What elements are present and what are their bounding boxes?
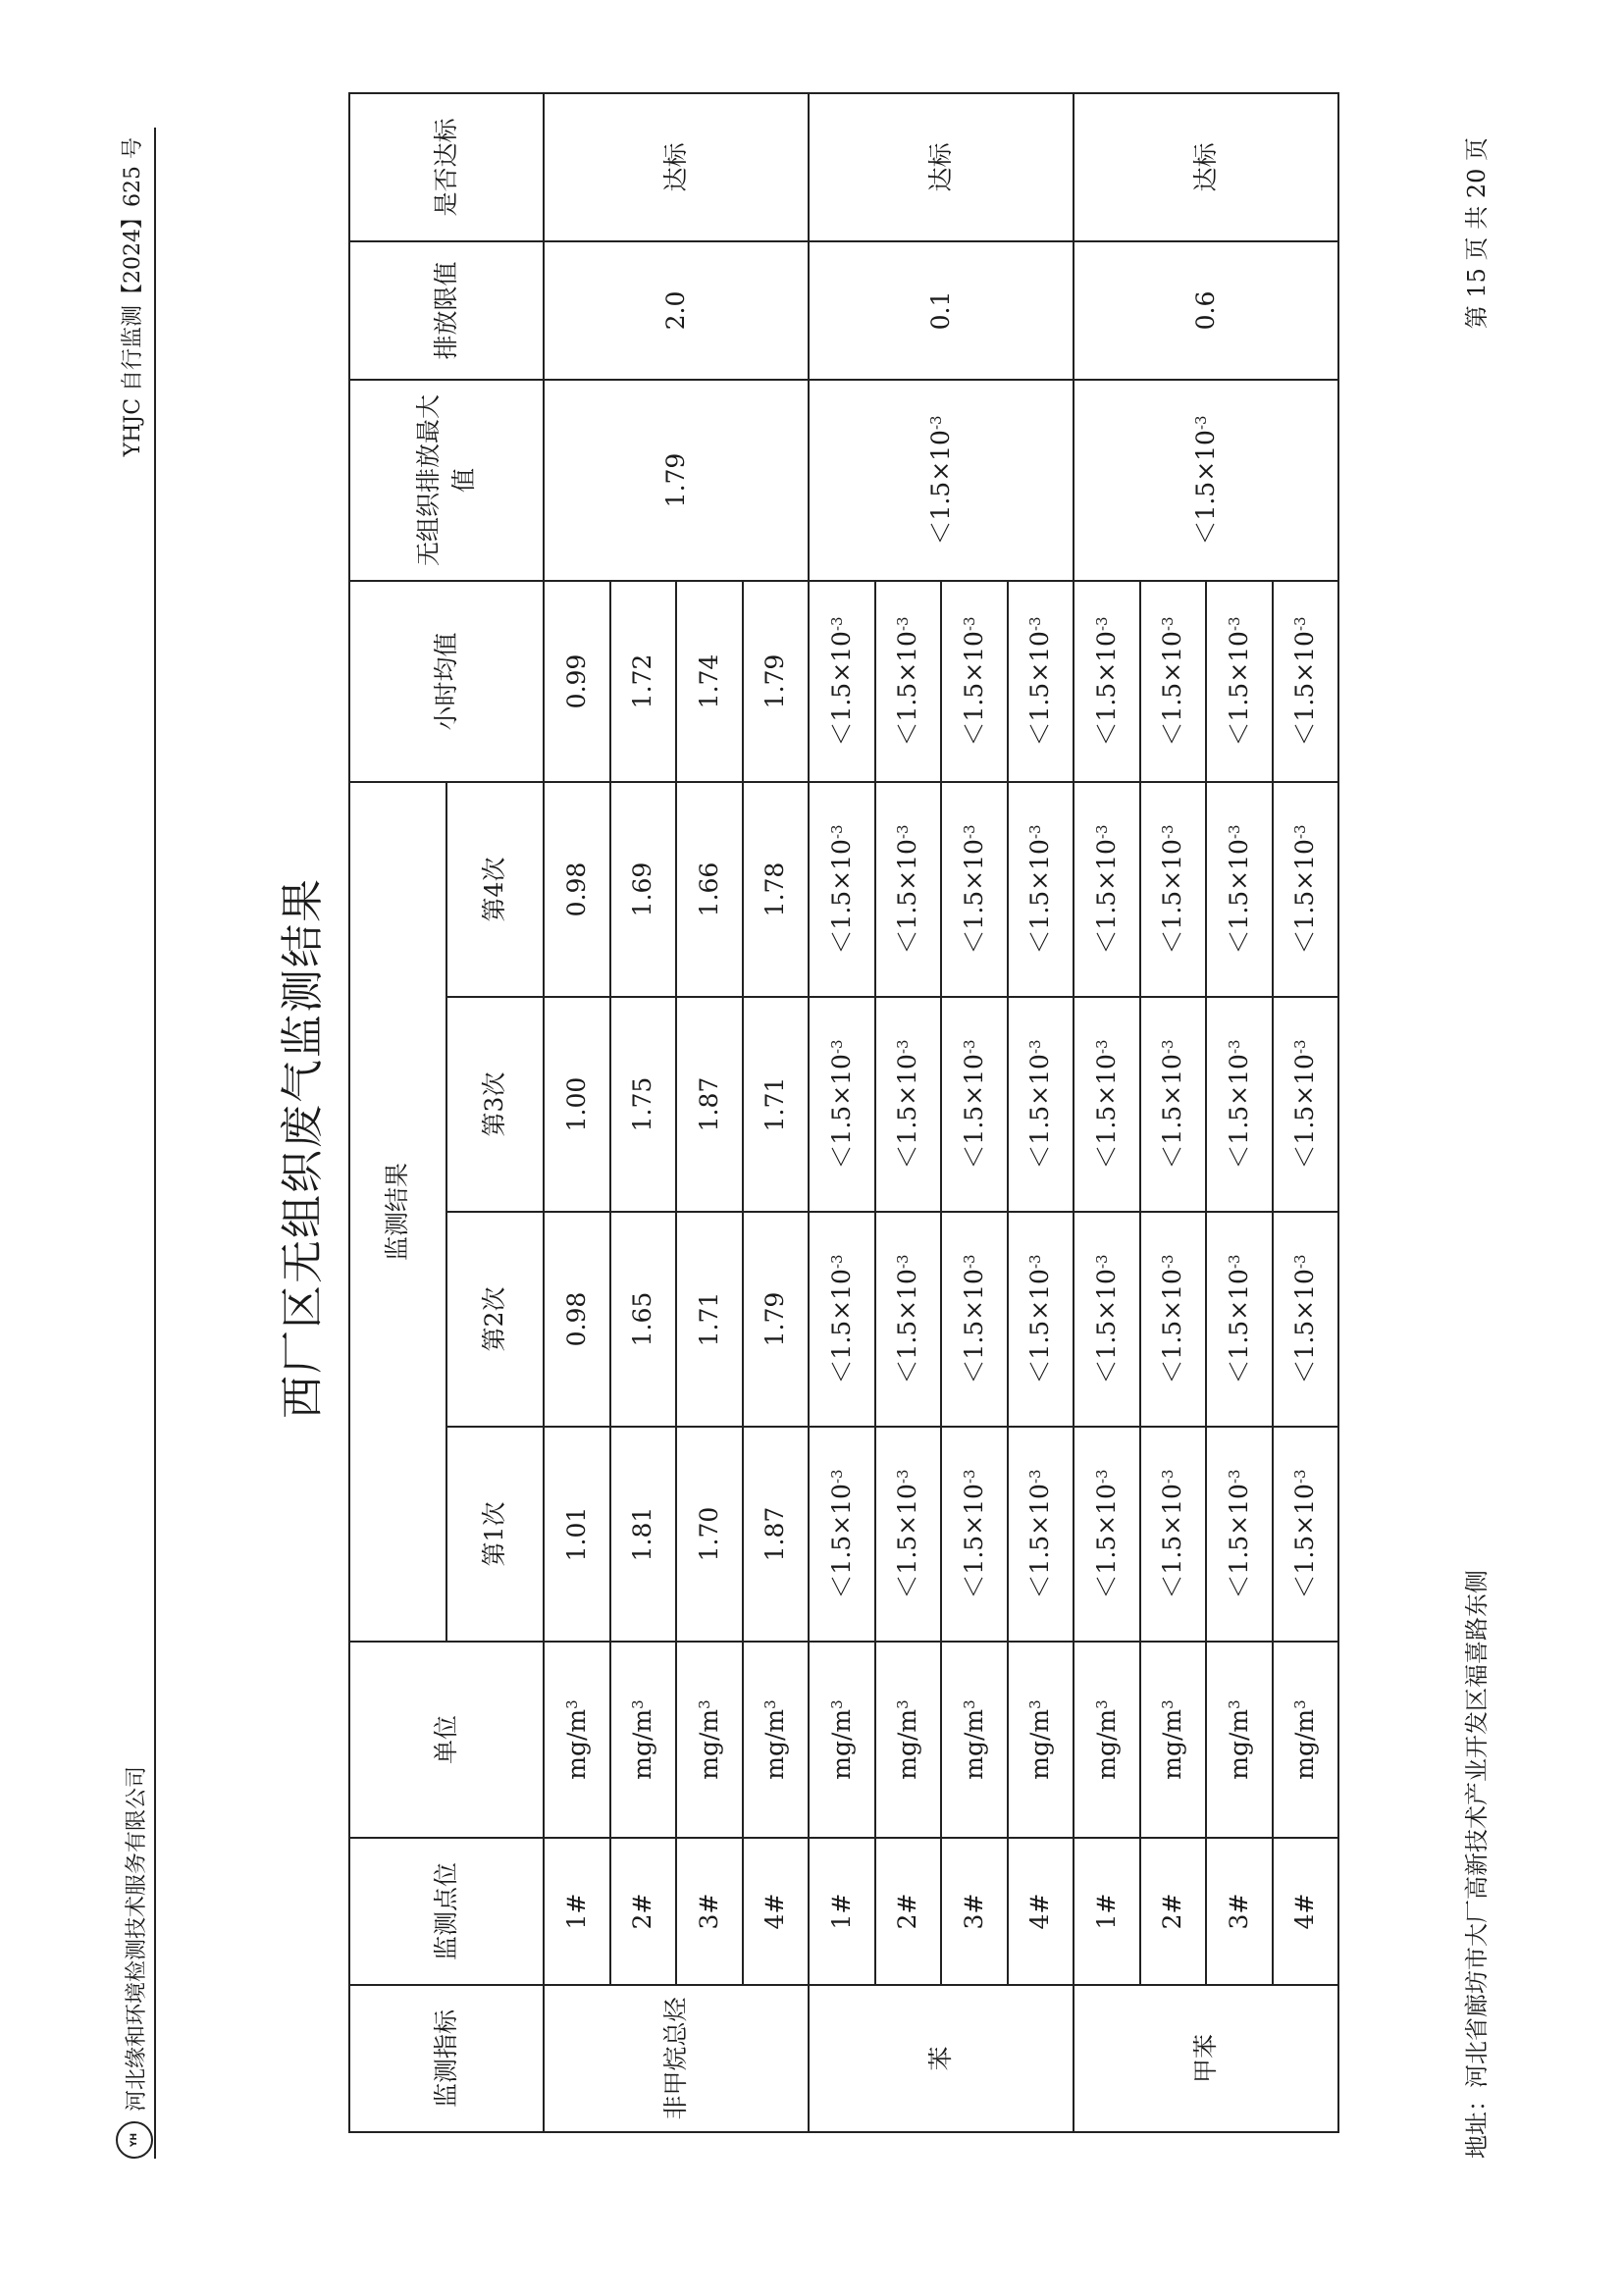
run-cell-3-text: ＜1.5×10 xyxy=(959,1054,988,1170)
point-cell xyxy=(743,1838,810,1985)
run-cell-4-exponent: -3 xyxy=(1225,824,1243,840)
run-cell-2-text: ＜1.5×10 xyxy=(826,1269,856,1384)
indicator-cell-text: 甲苯 xyxy=(1190,2034,1220,2084)
run-cell-3-exponent: -3 xyxy=(1159,1039,1178,1055)
run-cell-4-exponent: -3 xyxy=(1291,824,1310,840)
report-number: YHJC 自行监测【2024】625 号 xyxy=(121,137,145,457)
header-run-2: 第2次 xyxy=(446,1212,544,1427)
run-cell-4-text: 1.66 xyxy=(694,861,723,917)
run-cell-4-text: ＜1.5×10 xyxy=(1158,839,1187,955)
indicator-cell xyxy=(1074,1985,1338,2132)
run-cell-3-exponent: -3 xyxy=(827,1039,846,1055)
run-cell-4-text: ＜1.5×10 xyxy=(893,839,922,955)
max-cell-text: ＜1.5×10 xyxy=(1190,430,1220,546)
header-company xyxy=(116,1766,153,2159)
run-cell-1-text: 1.01 xyxy=(561,1506,591,1562)
hourly-cell xyxy=(941,581,1008,782)
run-cell-3-text: 1.71 xyxy=(760,1076,790,1132)
run-cell-3 xyxy=(610,997,677,1212)
header-limit: 排放限值 xyxy=(349,241,544,380)
run-cell-4-text: ＜1.5×10 xyxy=(1290,839,1320,955)
hourly-cell xyxy=(743,581,810,782)
point-cell xyxy=(1140,1838,1207,1985)
run-cell-3-text: 1.87 xyxy=(694,1076,723,1132)
run-cell-3-exponent: -3 xyxy=(1092,1039,1111,1055)
hourly-cell-text: ＜1.5×10 xyxy=(1025,631,1055,747)
hourly-cell-text: ＜1.5×10 xyxy=(1224,631,1253,747)
run-cell-3-text: ＜1.5×10 xyxy=(1025,1054,1055,1170)
unit-cell-exponent: 3 xyxy=(1159,1699,1178,1709)
max-cell xyxy=(1074,380,1338,581)
unit-cell xyxy=(676,1642,743,1838)
run-cell-3-text: ＜1.5×10 xyxy=(893,1054,922,1170)
run-cell-2 xyxy=(809,1212,875,1427)
run-cell-2 xyxy=(941,1212,1008,1427)
unit-cell-text: mg/m xyxy=(959,1708,988,1780)
run-cell-2-exponent: -3 xyxy=(827,1254,846,1270)
footer-address: 地址：河北省廊坊市大厂高新技术产业开发区福喜路东侧 xyxy=(1463,1570,1491,2159)
hourly-cell xyxy=(809,581,875,782)
point-cell-text: 4# xyxy=(760,1893,790,1930)
run-cell-4-text: ＜1.5×10 xyxy=(959,839,988,955)
limit-cell xyxy=(809,241,1074,380)
table-row xyxy=(544,93,610,2132)
run-cell-4-exponent: -3 xyxy=(894,824,913,840)
header-indicator: 监测指标 xyxy=(349,1985,544,2132)
run-cell-2 xyxy=(1074,1212,1140,1427)
unit-cell xyxy=(610,1642,677,1838)
run-cell-2-text: 0.98 xyxy=(561,1291,591,1347)
run-cell-3-exponent: -3 xyxy=(894,1039,913,1055)
unit-cell-text: mg/m xyxy=(760,1708,790,1780)
run-cell-4 xyxy=(676,782,743,997)
header-results: 监测结果 xyxy=(349,782,446,1642)
limit-cell xyxy=(544,241,809,380)
point-cell-text: 1# xyxy=(1091,1893,1121,1930)
point-cell xyxy=(1008,1838,1074,1985)
point-cell xyxy=(875,1838,942,1985)
header-point: 监测点位 xyxy=(349,1838,544,1985)
ok-cell-text: 达标 xyxy=(925,142,955,192)
max-cell-exponent: -3 xyxy=(1191,415,1210,431)
header-divider xyxy=(154,128,156,2159)
run-cell-4 xyxy=(809,782,875,997)
run-cell-2 xyxy=(1008,1212,1074,1427)
run-cell-2-text: ＜1.5×10 xyxy=(1224,1269,1253,1384)
page-number: 第 15 页 共 20 页 xyxy=(1463,137,1491,330)
point-cell xyxy=(809,1838,875,1985)
hourly-cell xyxy=(875,581,942,782)
unit-cell-text: mg/m xyxy=(1224,1708,1253,1780)
run-cell-1-text: ＜1.5×10 xyxy=(1158,1484,1187,1599)
unit-cell-text: mg/m xyxy=(561,1708,591,1780)
run-cell-3 xyxy=(676,997,743,1212)
limit-cell-text: 2.0 xyxy=(660,290,690,331)
run-cell-1 xyxy=(1140,1427,1207,1642)
hourly-cell xyxy=(1074,581,1140,782)
run-cell-3-exponent: -3 xyxy=(1026,1039,1045,1055)
header-run-3: 第3次 xyxy=(446,997,544,1212)
hourly-cell xyxy=(544,581,610,782)
point-cell-text: 4# xyxy=(1025,1893,1055,1930)
run-cell-2-text: 1.65 xyxy=(628,1291,657,1347)
run-cell-1 xyxy=(1273,1427,1339,1642)
run-cell-1-exponent: -3 xyxy=(1159,1469,1178,1485)
ok-cell xyxy=(1074,93,1338,241)
hourly-cell-text: 1.74 xyxy=(694,653,723,709)
point-cell-text: 1# xyxy=(826,1893,856,1930)
run-cell-1-text: 1.81 xyxy=(628,1506,657,1562)
point-cell-text: 4# xyxy=(1290,1893,1320,1930)
run-cell-4 xyxy=(544,782,610,997)
unit-cell xyxy=(743,1642,810,1838)
run-cell-1-exponent: -3 xyxy=(894,1469,913,1485)
indicator-cell xyxy=(544,1985,809,2132)
run-cell-1-text: ＜1.5×10 xyxy=(1025,1484,1055,1599)
results-body xyxy=(544,93,1338,2132)
run-cell-3-exponent: -3 xyxy=(960,1039,978,1055)
point-cell xyxy=(676,1838,743,1985)
table-row xyxy=(1074,93,1140,2132)
run-cell-4-text: 1.69 xyxy=(628,861,657,917)
point-cell-text: 1# xyxy=(561,1893,591,1930)
unit-cell xyxy=(544,1642,610,1838)
unit-cell-text: mg/m xyxy=(893,1708,922,1780)
unit-cell-exponent: 3 xyxy=(695,1699,713,1709)
unit-cell xyxy=(1074,1642,1140,1838)
header-run-4: 第4次 xyxy=(446,782,544,997)
hourly-cell xyxy=(1008,581,1074,782)
hourly-cell-exponent: -3 xyxy=(1291,616,1310,632)
hourly-cell xyxy=(610,581,677,782)
run-cell-2-exponent: -3 xyxy=(1026,1254,1045,1270)
run-cell-4 xyxy=(1206,782,1273,997)
run-cell-2-text: 1.71 xyxy=(694,1291,723,1347)
ok-cell xyxy=(544,93,809,241)
point-cell xyxy=(544,1838,610,1985)
unit-cell-exponent: 3 xyxy=(960,1699,978,1709)
point-cell-text: 2# xyxy=(893,1893,922,1930)
run-cell-2-exponent: -3 xyxy=(1092,1254,1111,1270)
max-cell-exponent: -3 xyxy=(926,415,945,431)
run-cell-3 xyxy=(1008,997,1074,1212)
run-cell-1-exponent: -3 xyxy=(827,1469,846,1485)
run-cell-2-exponent: -3 xyxy=(1159,1254,1178,1270)
point-cell-text: 2# xyxy=(628,1893,657,1930)
unit-cell-text: mg/m xyxy=(694,1708,723,1780)
run-cell-1-exponent: -3 xyxy=(1225,1469,1243,1485)
run-cell-3-text: 1.75 xyxy=(628,1076,657,1132)
run-cell-3 xyxy=(544,997,610,1212)
run-cell-2 xyxy=(676,1212,743,1427)
run-cell-2 xyxy=(875,1212,942,1427)
run-cell-4-text: ＜1.5×10 xyxy=(1224,839,1253,955)
hourly-cell-text: ＜1.5×10 xyxy=(826,631,856,747)
point-cell xyxy=(1273,1838,1339,1985)
unit-cell-exponent: 3 xyxy=(562,1699,581,1709)
run-cell-1 xyxy=(941,1427,1008,1642)
hourly-cell-exponent: -3 xyxy=(1026,616,1045,632)
unit-cell-exponent: 3 xyxy=(1225,1699,1243,1709)
run-cell-2-exponent: -3 xyxy=(1291,1254,1310,1270)
company-logo-icon: YH xyxy=(116,2121,153,2159)
hourly-cell xyxy=(1273,581,1339,782)
limit-cell xyxy=(1074,241,1338,380)
hourly-cell xyxy=(1206,581,1273,782)
unit-cell xyxy=(941,1642,1008,1838)
hourly-cell-text: 1.79 xyxy=(760,653,790,709)
unit-cell xyxy=(1206,1642,1273,1838)
unit-cell-text: mg/m xyxy=(826,1708,856,1780)
run-cell-1 xyxy=(676,1427,743,1642)
run-cell-3 xyxy=(809,997,875,1212)
company-name: 河北缘和环境检测技术服务有限公司 xyxy=(124,1765,149,2112)
hourly-cell xyxy=(676,581,743,782)
unit-cell xyxy=(1140,1642,1207,1838)
ok-cell xyxy=(809,93,1074,241)
run-cell-4 xyxy=(610,782,677,997)
results-table xyxy=(348,92,1339,2133)
run-cell-1-text: ＜1.5×10 xyxy=(893,1484,922,1599)
run-cell-1-text: ＜1.5×10 xyxy=(959,1484,988,1599)
run-cell-2 xyxy=(1206,1212,1273,1427)
run-cell-3 xyxy=(1140,997,1207,1212)
point-cell-text: 3# xyxy=(959,1893,988,1930)
max-cell xyxy=(544,380,809,581)
run-cell-1-exponent: -3 xyxy=(1291,1469,1310,1485)
hourly-cell-text: ＜1.5×10 xyxy=(893,631,922,747)
run-cell-1 xyxy=(809,1427,875,1642)
run-cell-4 xyxy=(1140,782,1207,997)
run-cell-1 xyxy=(610,1427,677,1642)
run-cell-2 xyxy=(544,1212,610,1427)
point-cell xyxy=(1074,1838,1140,1985)
run-cell-4 xyxy=(875,782,942,997)
run-cell-2-text: ＜1.5×10 xyxy=(1091,1269,1121,1384)
run-cell-3 xyxy=(941,997,1008,1212)
unit-cell xyxy=(1008,1642,1074,1838)
limit-cell-text: 0.6 xyxy=(1190,290,1220,331)
run-cell-1 xyxy=(544,1427,610,1642)
unit-cell-exponent: 3 xyxy=(1092,1699,1111,1709)
run-cell-4 xyxy=(743,782,810,997)
run-cell-4-text: ＜1.5×10 xyxy=(1025,839,1055,955)
run-cell-3-text: ＜1.5×10 xyxy=(1091,1054,1121,1170)
run-cell-1-text: ＜1.5×10 xyxy=(1224,1484,1253,1599)
hourly-cell-text: ＜1.5×10 xyxy=(1158,631,1187,747)
run-cell-4-text: 0.98 xyxy=(561,861,591,917)
run-cell-4 xyxy=(941,782,1008,997)
run-cell-1 xyxy=(1206,1427,1273,1642)
hourly-cell-exponent: -3 xyxy=(1159,616,1178,632)
hourly-cell-text: ＜1.5×10 xyxy=(1091,631,1121,747)
unit-cell-text: mg/m xyxy=(1091,1708,1121,1780)
hourly-cell-exponent: -3 xyxy=(960,616,978,632)
unit-cell-exponent: 3 xyxy=(1026,1699,1045,1709)
run-cell-2-exponent: -3 xyxy=(894,1254,913,1270)
run-cell-2 xyxy=(1140,1212,1207,1427)
run-cell-2-text: 1.79 xyxy=(760,1291,790,1347)
run-cell-3-text: 1.00 xyxy=(561,1076,591,1132)
header-run-1: 第1次 xyxy=(446,1427,544,1642)
point-cell-text: 3# xyxy=(694,1893,723,1930)
hourly-cell-text: 0.99 xyxy=(561,653,591,709)
run-cell-3 xyxy=(1206,997,1273,1212)
indicator-cell-text: 非甲烷总烃 xyxy=(660,1997,690,2120)
header-max: 无组织排放最大值 xyxy=(349,380,544,581)
run-cell-1-exponent: -3 xyxy=(1092,1469,1111,1485)
run-cell-4-text: ＜1.5×10 xyxy=(1091,839,1121,955)
hourly-cell-exponent: -3 xyxy=(1092,616,1111,632)
run-cell-2-exponent: -3 xyxy=(1225,1254,1243,1270)
run-cell-1-text: ＜1.5×10 xyxy=(1091,1484,1121,1599)
run-cell-3 xyxy=(743,997,810,1212)
run-cell-4-exponent: -3 xyxy=(1092,824,1111,840)
ok-cell-text: 达标 xyxy=(1190,142,1220,192)
run-cell-1-exponent: -3 xyxy=(960,1469,978,1485)
run-cell-2-text: ＜1.5×10 xyxy=(1290,1269,1320,1384)
hourly-cell-exponent: -3 xyxy=(827,616,846,632)
run-cell-2-text: ＜1.5×10 xyxy=(1025,1269,1055,1384)
unit-cell-exponent: 3 xyxy=(1291,1699,1310,1709)
run-cell-3-text: ＜1.5×10 xyxy=(826,1054,856,1170)
run-cell-4-exponent: -3 xyxy=(827,824,846,840)
hourly-cell-text: ＜1.5×10 xyxy=(959,631,988,747)
run-cell-4 xyxy=(1008,782,1074,997)
run-cell-2 xyxy=(610,1212,677,1427)
run-cell-3 xyxy=(875,997,942,1212)
run-cell-1 xyxy=(743,1427,810,1642)
run-cell-1-text: 1.70 xyxy=(694,1506,723,1562)
limit-cell-text: 0.1 xyxy=(925,290,955,331)
run-cell-4-exponent: -3 xyxy=(1159,824,1178,840)
hourly-cell-text: 1.72 xyxy=(628,653,657,709)
run-cell-4 xyxy=(1273,782,1339,997)
run-cell-2-text: ＜1.5×10 xyxy=(1158,1269,1187,1384)
run-cell-1-text: 1.87 xyxy=(760,1506,790,1562)
table-row xyxy=(809,93,875,2132)
indicator-cell-text: 苯 xyxy=(925,2046,955,2071)
run-cell-4-exponent: -3 xyxy=(960,824,978,840)
hourly-cell-exponent: -3 xyxy=(894,616,913,632)
run-cell-4-text: 1.78 xyxy=(760,861,790,917)
hourly-cell xyxy=(1140,581,1207,782)
unit-cell-exponent: 3 xyxy=(827,1699,846,1709)
run-cell-1-exponent: -3 xyxy=(1026,1469,1045,1485)
run-cell-4-exponent: -3 xyxy=(1026,824,1045,840)
run-cell-3-exponent: -3 xyxy=(1291,1039,1310,1055)
run-cell-4 xyxy=(1074,782,1140,997)
run-cell-2 xyxy=(743,1212,810,1427)
run-cell-2-text: ＜1.5×10 xyxy=(959,1269,988,1384)
run-cell-3-text: ＜1.5×10 xyxy=(1224,1054,1253,1170)
unit-cell xyxy=(1273,1642,1339,1838)
run-cell-2 xyxy=(1273,1212,1339,1427)
unit-cell xyxy=(875,1642,942,1838)
unit-cell-exponent: 3 xyxy=(894,1699,913,1709)
max-cell-text: 1.79 xyxy=(660,452,690,508)
unit-cell-exponent: 3 xyxy=(629,1699,648,1709)
unit-cell-text: mg/m xyxy=(1290,1708,1320,1780)
run-cell-2-exponent: -3 xyxy=(960,1254,978,1270)
run-cell-1 xyxy=(1074,1427,1140,1642)
header-hourly: 小时均值 xyxy=(349,581,544,782)
run-cell-1-text: ＜1.5×10 xyxy=(826,1484,856,1599)
run-cell-3 xyxy=(1074,997,1140,1212)
unit-cell-text: mg/m xyxy=(1025,1708,1055,1780)
page-title: 西厂区无组织废气监测结果 xyxy=(278,877,328,1419)
unit-cell-text: mg/m xyxy=(1158,1708,1187,1780)
run-cell-1-text: ＜1.5×10 xyxy=(1290,1484,1320,1599)
point-cell xyxy=(1206,1838,1273,1985)
header-unit: 单位 xyxy=(349,1642,544,1838)
point-cell xyxy=(941,1838,1008,1985)
unit-cell xyxy=(809,1642,875,1838)
hourly-cell-text: ＜1.5×10 xyxy=(1290,631,1320,747)
run-cell-3 xyxy=(1273,997,1339,1212)
header-ok: 是否达标 xyxy=(349,93,544,241)
run-cell-1 xyxy=(1008,1427,1074,1642)
max-cell-text: ＜1.5×10 xyxy=(925,430,955,546)
run-cell-3-text: ＜1.5×10 xyxy=(1158,1054,1187,1170)
ok-cell-text: 达标 xyxy=(660,142,690,192)
hourly-cell-exponent: -3 xyxy=(1225,616,1243,632)
run-cell-1 xyxy=(875,1427,942,1642)
point-cell-text: 2# xyxy=(1158,1893,1187,1930)
run-cell-4-text: ＜1.5×10 xyxy=(826,839,856,955)
indicator-cell xyxy=(809,1985,1074,2132)
run-cell-2-text: ＜1.5×10 xyxy=(893,1269,922,1384)
run-cell-3-text: ＜1.5×10 xyxy=(1290,1054,1320,1170)
unit-cell-text: mg/m xyxy=(628,1708,657,1780)
unit-cell-exponent: 3 xyxy=(761,1699,780,1709)
run-cell-3-exponent: -3 xyxy=(1225,1039,1243,1055)
point-cell xyxy=(610,1838,677,1985)
point-cell-text: 3# xyxy=(1224,1893,1253,1930)
max-cell xyxy=(809,380,1074,581)
